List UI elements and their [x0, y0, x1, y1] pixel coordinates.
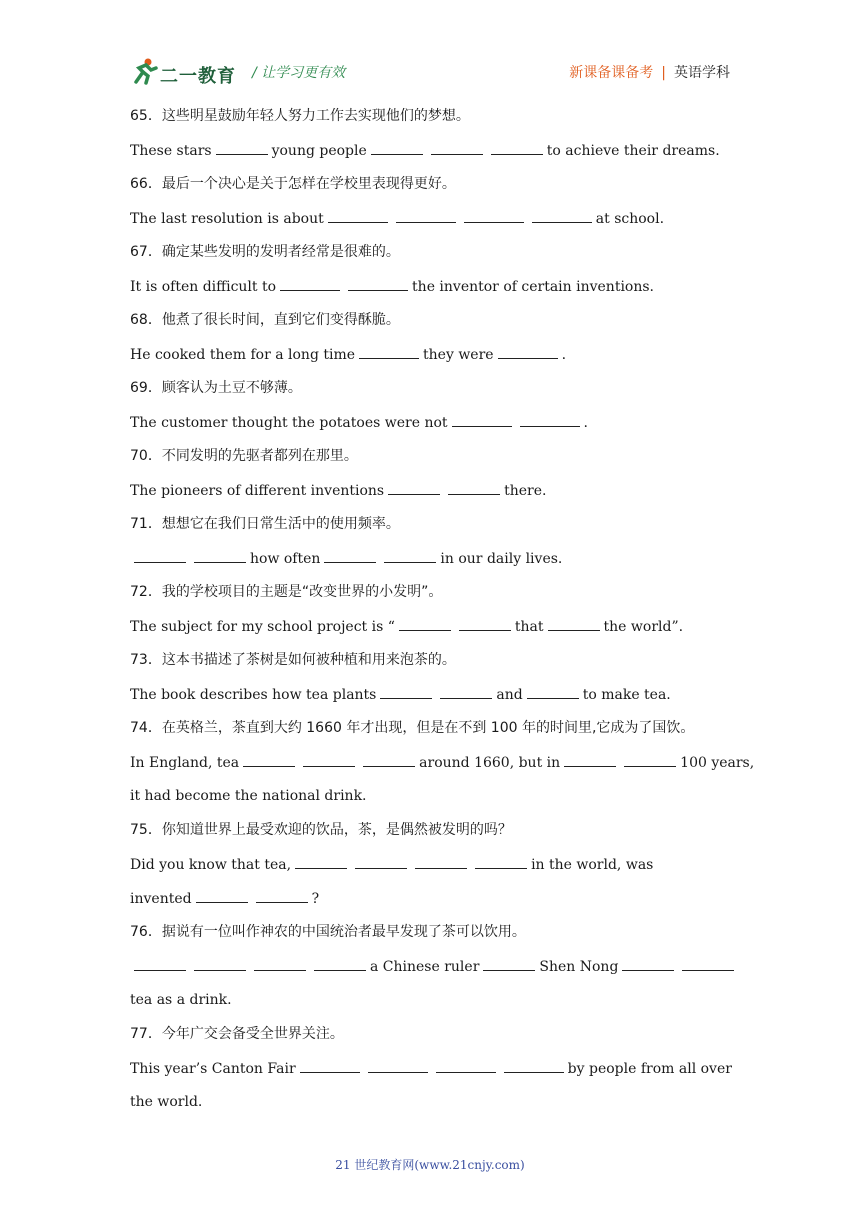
sentence-fragment: to achieve their dreams. — [546, 143, 720, 159]
answer-blank[interactable] — [564, 752, 616, 767]
answer-blank[interactable] — [303, 752, 355, 767]
sentence-fragment: Shen Nong — [539, 959, 619, 975]
question-item — [130, 820, 730, 922]
answer-blank[interactable] — [363, 752, 415, 767]
sentence-fragment: invented — [130, 891, 192, 907]
answer-blank[interactable] — [134, 548, 186, 563]
sentence-fragment: in the world, was — [531, 857, 654, 873]
answer-blank[interactable] — [532, 208, 592, 223]
logo-text: 二一教育 — [160, 66, 236, 87]
sentence-fragment: This year’s Canton Fair — [130, 1061, 296, 1077]
sentence-fragment: The subject for my school project is “ — [130, 619, 395, 635]
answer-blank[interactable] — [431, 140, 483, 155]
answer-blank[interactable] — [448, 480, 500, 495]
answer-blank[interactable] — [459, 616, 511, 631]
answer-blank[interactable] — [388, 480, 440, 495]
answer-blank[interactable] — [194, 956, 246, 971]
answer-blank[interactable] — [280, 276, 340, 291]
english-sentence — [130, 786, 730, 820]
answer-blank[interactable] — [682, 956, 734, 971]
question-item — [130, 106, 730, 174]
sentence-fragment: in our daily lives. — [440, 551, 563, 567]
sentence-fragment: at school. — [595, 211, 665, 227]
sentence-fragment: Did you know that tea, — [130, 857, 292, 873]
answer-blank[interactable] — [624, 752, 676, 767]
english-sentence — [130, 548, 730, 582]
question-item — [130, 514, 730, 582]
chinese-prompt: 72．我的学校项目的主题是“改变世界的小发明”。 — [130, 584, 443, 600]
sentence-fragment: tea as a drink. — [130, 992, 232, 1008]
chinese-prompt: 76．据说有一位叫作神农的中国统治者最早发现了茶可以饮用。 — [130, 924, 526, 940]
sentence-fragment: The last resolution is about — [130, 211, 324, 227]
sentence-fragment: The book describes how tea plants — [130, 687, 377, 703]
question-item — [130, 446, 730, 514]
answer-blank[interactable] — [520, 412, 580, 427]
sentence-fragment: a Chinese ruler — [370, 959, 480, 975]
chinese-prompt: 67．确定某些发明的发明者经常是很难的。 — [130, 244, 400, 260]
english-sentence — [130, 752, 755, 786]
logo — [130, 56, 240, 90]
answer-blank[interactable] — [396, 208, 456, 223]
runner-logo-icon — [130, 56, 160, 86]
sentence-fragment: It is often difficult to — [130, 279, 277, 295]
answer-blank[interactable] — [368, 1058, 428, 1073]
answer-blank[interactable] — [300, 1058, 360, 1073]
chinese-prompt: 77．今年广交会备受全世界关注。 — [130, 1026, 344, 1042]
english-sentence — [130, 208, 730, 242]
answer-blank[interactable] — [399, 616, 451, 631]
english-sentence — [130, 888, 730, 922]
answer-blank[interactable] — [359, 344, 419, 359]
answer-blank[interactable] — [371, 140, 423, 155]
header-course-label: 新课备课备考 — [569, 65, 654, 81]
answer-blank[interactable] — [440, 684, 492, 699]
answer-blank[interactable] — [328, 208, 388, 223]
question-item — [130, 650, 730, 718]
header-subject-label: 英语学科 — [674, 65, 730, 81]
sentence-fragment: The customer thought the potatoes were not — [130, 415, 448, 431]
question-item — [130, 1024, 730, 1126]
question-item — [130, 582, 730, 650]
answer-blank[interactable] — [498, 344, 558, 359]
sentence-fragment: they were — [423, 347, 494, 363]
answer-blank[interactable] — [384, 548, 436, 563]
english-sentence — [130, 1092, 730, 1126]
answer-blank[interactable] — [256, 888, 308, 903]
sentence-fragment: to make tea. — [582, 687, 671, 703]
answer-blank[interactable] — [452, 412, 512, 427]
english-sentence — [130, 276, 730, 310]
english-sentence — [130, 956, 730, 990]
answer-blank[interactable] — [491, 140, 543, 155]
header-separator: | — [661, 65, 666, 81]
sentence-fragment: the world”. — [603, 619, 684, 635]
answer-blank[interactable] — [216, 140, 268, 155]
answer-blank[interactable] — [324, 548, 376, 563]
sentence-fragment: how often — [250, 551, 321, 567]
answer-blank[interactable] — [504, 1058, 564, 1073]
chinese-prompt: 66．最后一个决心是关于怎样在学校里表现得更好。 — [130, 176, 456, 192]
english-sentence — [130, 412, 730, 446]
sentence-fragment: . — [583, 415, 588, 431]
sentence-fragment: by people from all over — [567, 1061, 732, 1077]
question-item — [130, 922, 730, 1024]
question-item — [130, 378, 730, 446]
answer-blank[interactable] — [314, 956, 366, 971]
sentence-fragment: the inventor of certain inventions. — [412, 279, 655, 295]
sentence-fragment: These stars — [130, 143, 212, 159]
answer-blank[interactable] — [196, 888, 248, 903]
answer-blank[interactable] — [254, 956, 306, 971]
question-item — [130, 174, 730, 242]
chinese-prompt: 65．这些明星鼓励年轻人努力工作去实现他们的梦想。 — [130, 108, 470, 124]
chinese-prompt: 68．他煮了很长时间，直到它们变得酥脆。 — [130, 312, 400, 328]
question-item — [130, 718, 755, 820]
answer-blank[interactable] — [483, 956, 535, 971]
chinese-prompt: 70．不同发明的先驱者都列在那里。 — [130, 448, 358, 464]
slogan: / 让学习更有效 — [252, 65, 346, 81]
answer-blank[interactable] — [548, 616, 600, 631]
page-footer: 21 世纪教育网(www.21cnjy.com) — [335, 1158, 525, 1172]
question-item — [130, 242, 730, 310]
sentence-fragment: young people — [271, 143, 367, 159]
english-sentence — [130, 616, 730, 650]
english-sentence — [130, 344, 730, 378]
page-header — [130, 52, 730, 92]
chinese-prompt: 74．在英格兰，茶直到大约 1660 年才出现，但是在不到 100 年的时间里,它成为了国饮。 — [130, 720, 695, 736]
english-sentence — [130, 1058, 730, 1092]
sentence-fragment: The pioneers of different inventions — [130, 483, 385, 499]
answer-blank[interactable] — [243, 752, 295, 767]
sentence-fragment: that — [514, 619, 544, 635]
answer-blank[interactable] — [475, 854, 527, 869]
answer-blank[interactable] — [348, 276, 408, 291]
chinese-prompt: 73．这本书描述了茶树是如何被种植和用来泡茶的。 — [130, 652, 456, 668]
chinese-prompt: 71．想想它在我们日常生活中的使用频率。 — [130, 516, 400, 532]
sentence-fragment: ? — [311, 891, 320, 907]
sentence-fragment: and — [496, 687, 523, 703]
sentence-fragment: 100 years, — [680, 755, 755, 771]
exercise-list — [130, 106, 755, 1126]
sentence-fragment: In England, tea — [130, 755, 240, 771]
sentence-fragment: around 1660, but in — [419, 755, 561, 771]
english-sentence — [130, 684, 730, 718]
answer-blank[interactable] — [355, 854, 407, 869]
answer-blank[interactable] — [295, 854, 347, 869]
sentence-fragment: . — [561, 347, 567, 363]
answer-blank[interactable] — [622, 956, 674, 971]
sentence-fragment: there. — [504, 483, 547, 499]
answer-blank[interactable] — [134, 956, 186, 971]
english-sentence — [130, 480, 730, 514]
english-sentence — [130, 854, 730, 888]
sentence-fragment: He cooked them for a long time — [130, 347, 356, 363]
chinese-prompt: 75．你知道世界上最受欢迎的饮品，茶，是偶然被发明的吗？ — [130, 822, 512, 838]
sentence-fragment: it had become the national drink. — [130, 788, 367, 804]
english-sentence — [130, 140, 730, 174]
chinese-prompt: 69．顾客认为土豆不够薄。 — [130, 380, 302, 396]
answer-blank[interactable] — [380, 684, 432, 699]
sentence-fragment: the world. — [130, 1094, 203, 1110]
answer-blank[interactable] — [464, 208, 524, 223]
answer-blank[interactable] — [194, 548, 246, 563]
answer-blank[interactable] — [415, 854, 467, 869]
answer-blank[interactable] — [527, 684, 579, 699]
answer-blank[interactable] — [436, 1058, 496, 1073]
question-item — [130, 310, 730, 378]
header-right — [569, 62, 730, 82]
english-sentence — [130, 990, 730, 1024]
